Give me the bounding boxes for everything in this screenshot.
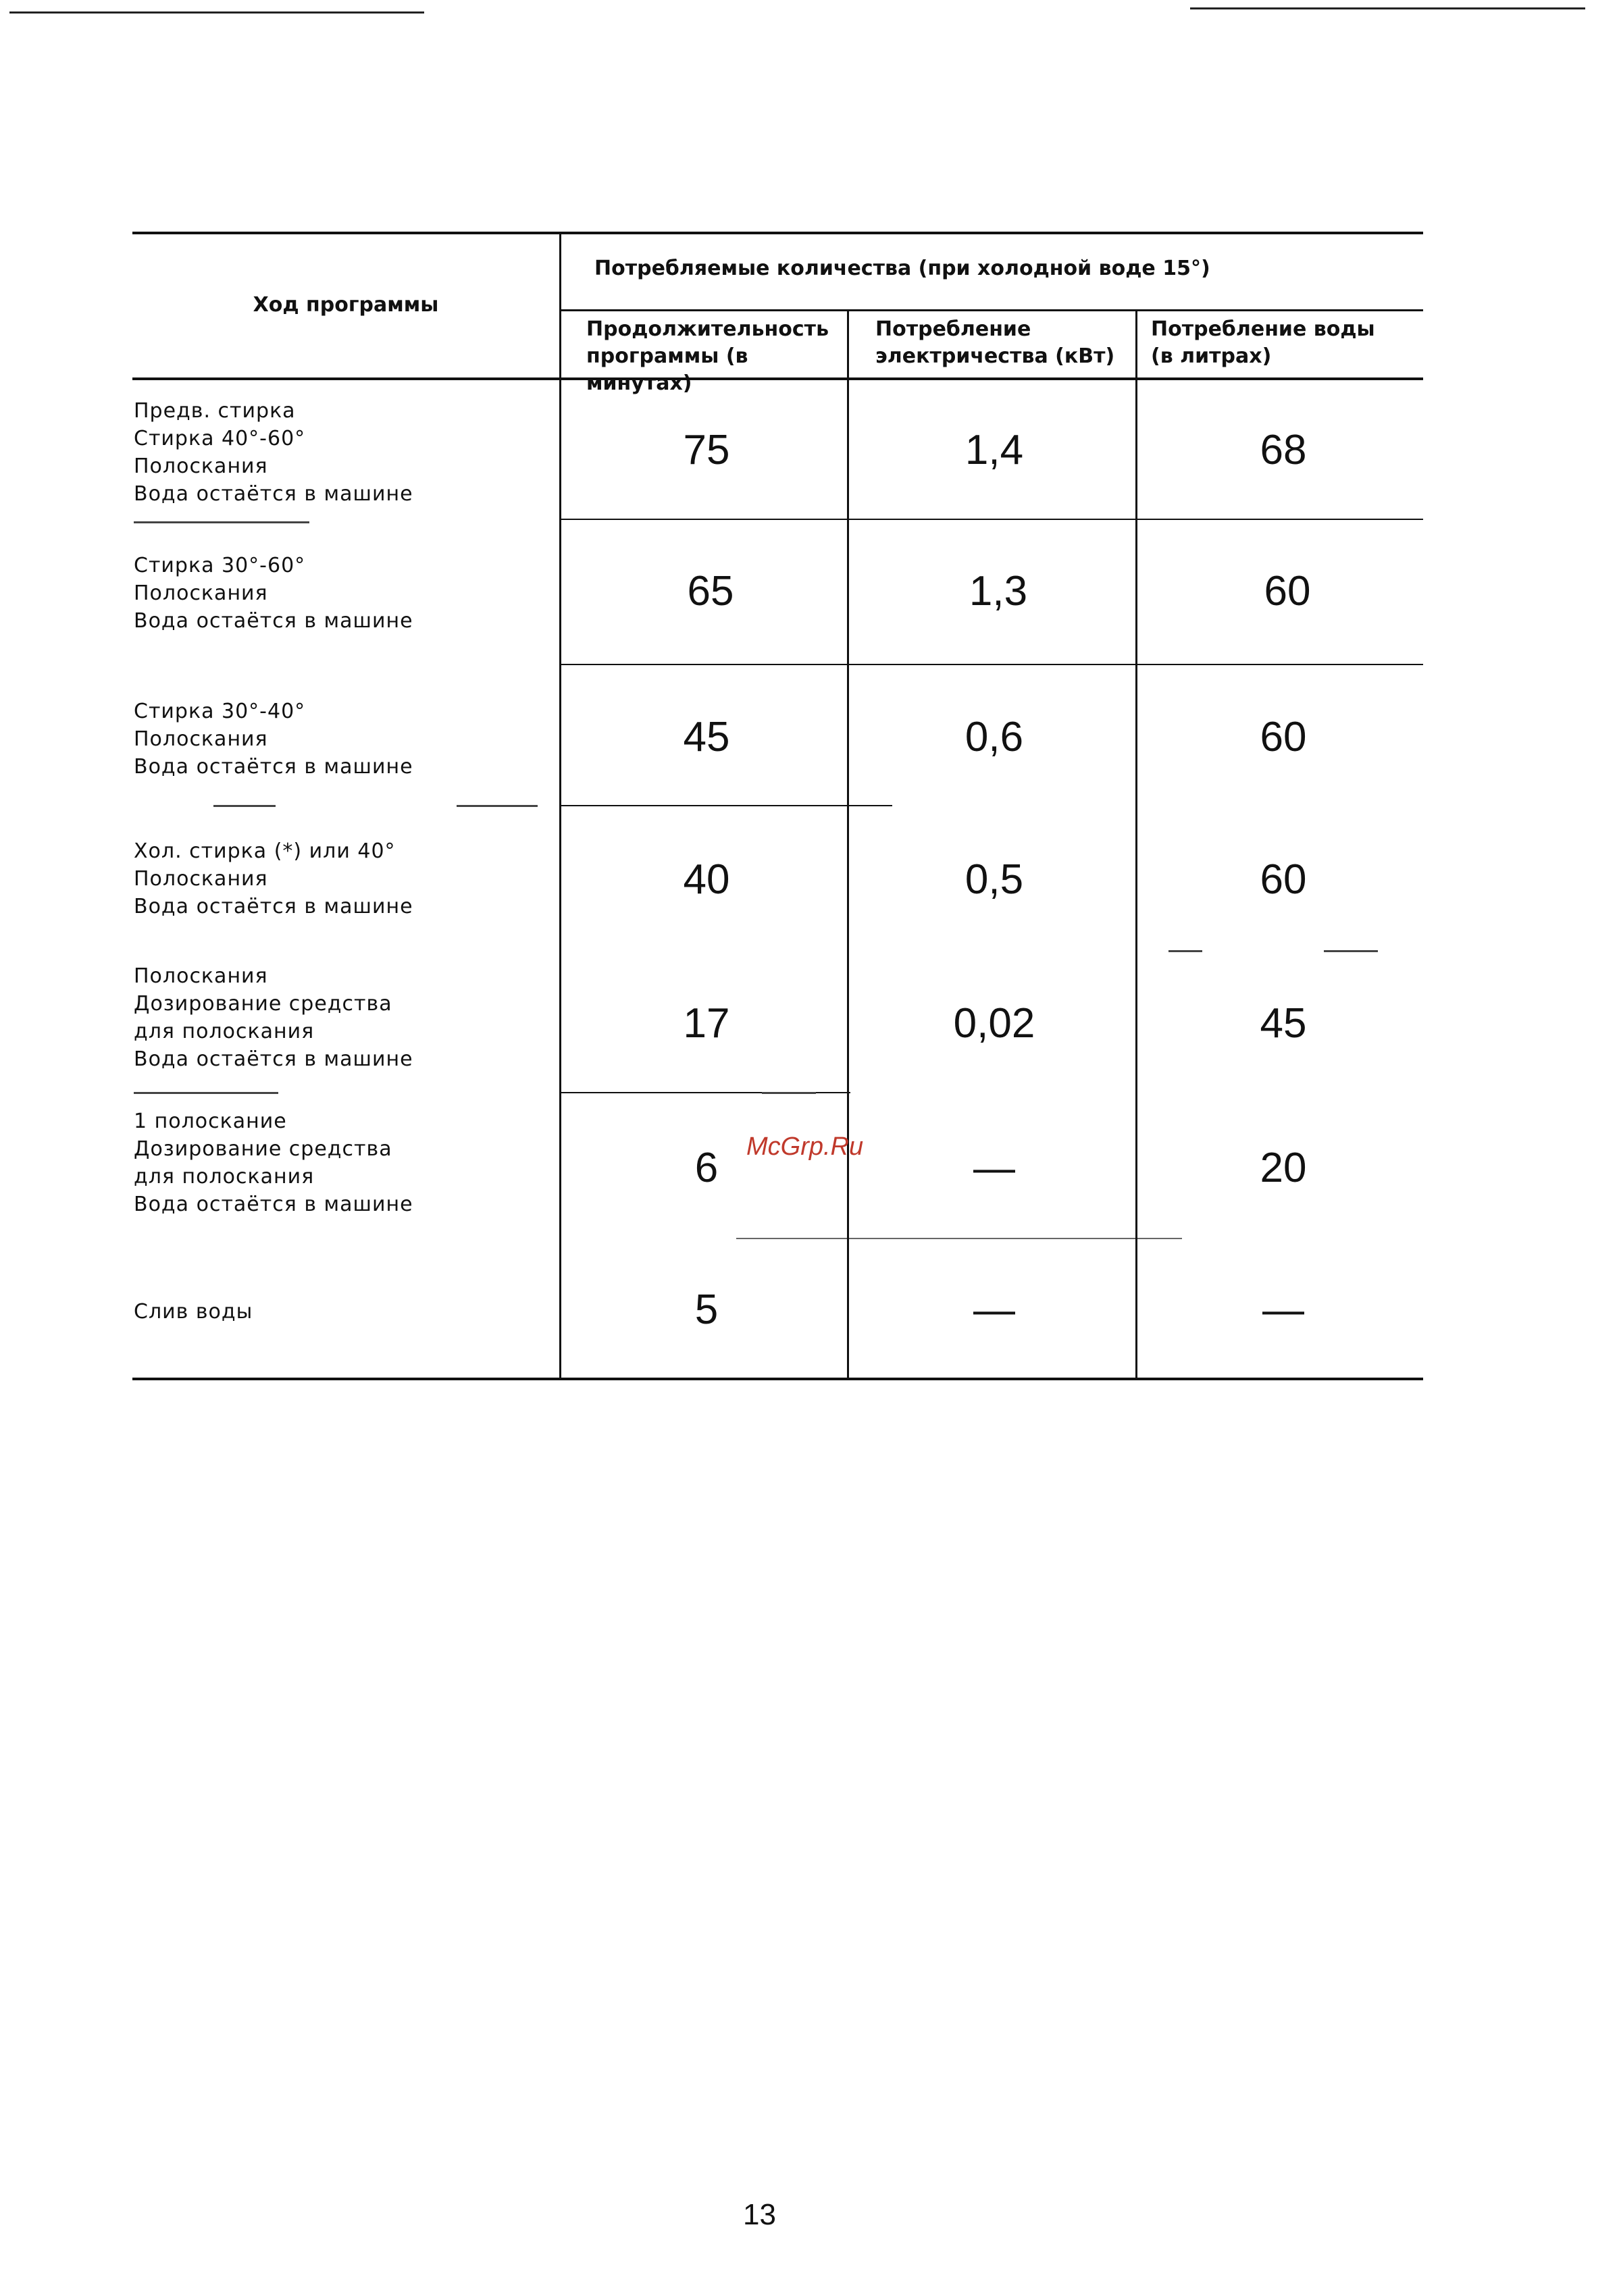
- program-label-line: Полоскания: [134, 867, 268, 891]
- program-label-line: Вода остаётся в машине: [134, 895, 413, 918]
- program-label-line: Слив воды: [134, 1300, 253, 1324]
- water-value: 60: [1260, 714, 1307, 760]
- separator-dash: [762, 1092, 816, 1094]
- water-value: 60: [1264, 568, 1311, 615]
- program-label-line: Хол. стирка (*) или 40°: [134, 839, 396, 863]
- program-label-line: Дозирование средства: [134, 992, 392, 1016]
- page-number: 13: [743, 2198, 776, 2231]
- power-value: 0,5: [965, 856, 1024, 903]
- program-label-line: Вода остаётся в машине: [134, 755, 413, 779]
- program-label-line: Стирка 30°-60°: [134, 554, 306, 577]
- top-right-edge-line: [1190, 7, 1585, 9]
- duration-value: 6: [694, 1145, 719, 1191]
- table-top-rule: [132, 232, 1423, 234]
- power-value: 1,4: [965, 427, 1024, 473]
- duration-value: 5: [694, 1286, 719, 1333]
- top-left-edge-line: [9, 11, 424, 14]
- column-header-line: программы (в минутах): [586, 344, 748, 395]
- column-header-duration: [586, 316, 843, 397]
- power-value: 1,3: [969, 568, 1028, 615]
- program-label-line: Вода остаётся в машине: [134, 482, 413, 506]
- power-value: —: [973, 1145, 1015, 1191]
- program-label: [134, 1298, 546, 1326]
- power-value: 0,02: [953, 1000, 1035, 1047]
- column-header-line: Потребление: [875, 317, 1031, 341]
- program-label: [134, 1107, 546, 1218]
- program-label-line: Полоскания: [134, 454, 268, 478]
- group-header-title: Потребляемые количества (при холодной воде 15°): [594, 257, 1210, 280]
- column-header-line: Продолжительность: [586, 317, 829, 341]
- program-label-line: Предв. стирка: [134, 399, 296, 423]
- row-separator: [736, 1238, 1182, 1239]
- program-label-line: Дозирование средства: [134, 1137, 392, 1161]
- program-label: [134, 698, 546, 781]
- separator-dash: [134, 521, 309, 523]
- program-label-line: Полоскания: [134, 727, 268, 751]
- separator-dash: [457, 805, 538, 807]
- duration-value: 65: [687, 568, 734, 615]
- duration-value: 45: [683, 714, 730, 760]
- column-header-water: [1151, 316, 1421, 370]
- column-header-line: Потребление воды: [1151, 317, 1375, 341]
- water-value: —: [1262, 1286, 1304, 1333]
- water-value: 45: [1260, 1000, 1307, 1047]
- table-bottom-rule: [132, 1378, 1423, 1380]
- row-header-title: Ход программы: [253, 293, 439, 317]
- watermark-text: McGrp.Ru: [746, 1132, 864, 1161]
- row-separator: [560, 519, 1423, 520]
- program-label-line: Вода остаётся в машине: [134, 1047, 413, 1071]
- water-value: 20: [1260, 1145, 1307, 1191]
- duration-value: 17: [683, 1000, 730, 1047]
- program-label: [134, 397, 546, 508]
- separator-dash: [213, 805, 276, 807]
- program-label-line: Стирка 30°-40°: [134, 700, 306, 723]
- row-separator: [560, 664, 1423, 665]
- column-header-power: [875, 316, 1132, 370]
- program-label-line: Вода остаётся в машине: [134, 1193, 413, 1216]
- program-label: [134, 962, 546, 1073]
- row-separator: [560, 805, 892, 806]
- program-label: [134, 552, 546, 635]
- power-value: 0,6: [965, 714, 1024, 760]
- separator-dash: [1324, 950, 1378, 952]
- program-label-line: Вода остаётся в машине: [134, 609, 413, 633]
- program-label-line: Стирка 40°-60°: [134, 427, 306, 450]
- water-value: 60: [1260, 856, 1307, 903]
- power-value: —: [973, 1286, 1015, 1333]
- duration-value: 40: [683, 856, 730, 903]
- duration-value: 75: [683, 427, 730, 473]
- column-header-line: электричества (кВт): [875, 344, 1115, 368]
- subheader-rule: [560, 309, 1423, 311]
- water-value: 68: [1260, 427, 1307, 473]
- program-label-line: для полоскания: [134, 1020, 315, 1043]
- separator-dash: [134, 1092, 278, 1094]
- program-label: [134, 837, 546, 920]
- program-label-line: Полоскания: [134, 581, 268, 605]
- program-label-line: Полоскания: [134, 964, 268, 988]
- column-header-line: (в литрах): [1151, 344, 1272, 368]
- program-label-line: для полоскания: [134, 1165, 315, 1189]
- program-label-line: 1 полоскание: [134, 1110, 287, 1133]
- separator-dash: [1168, 950, 1202, 952]
- column-rule: [559, 232, 561, 1380]
